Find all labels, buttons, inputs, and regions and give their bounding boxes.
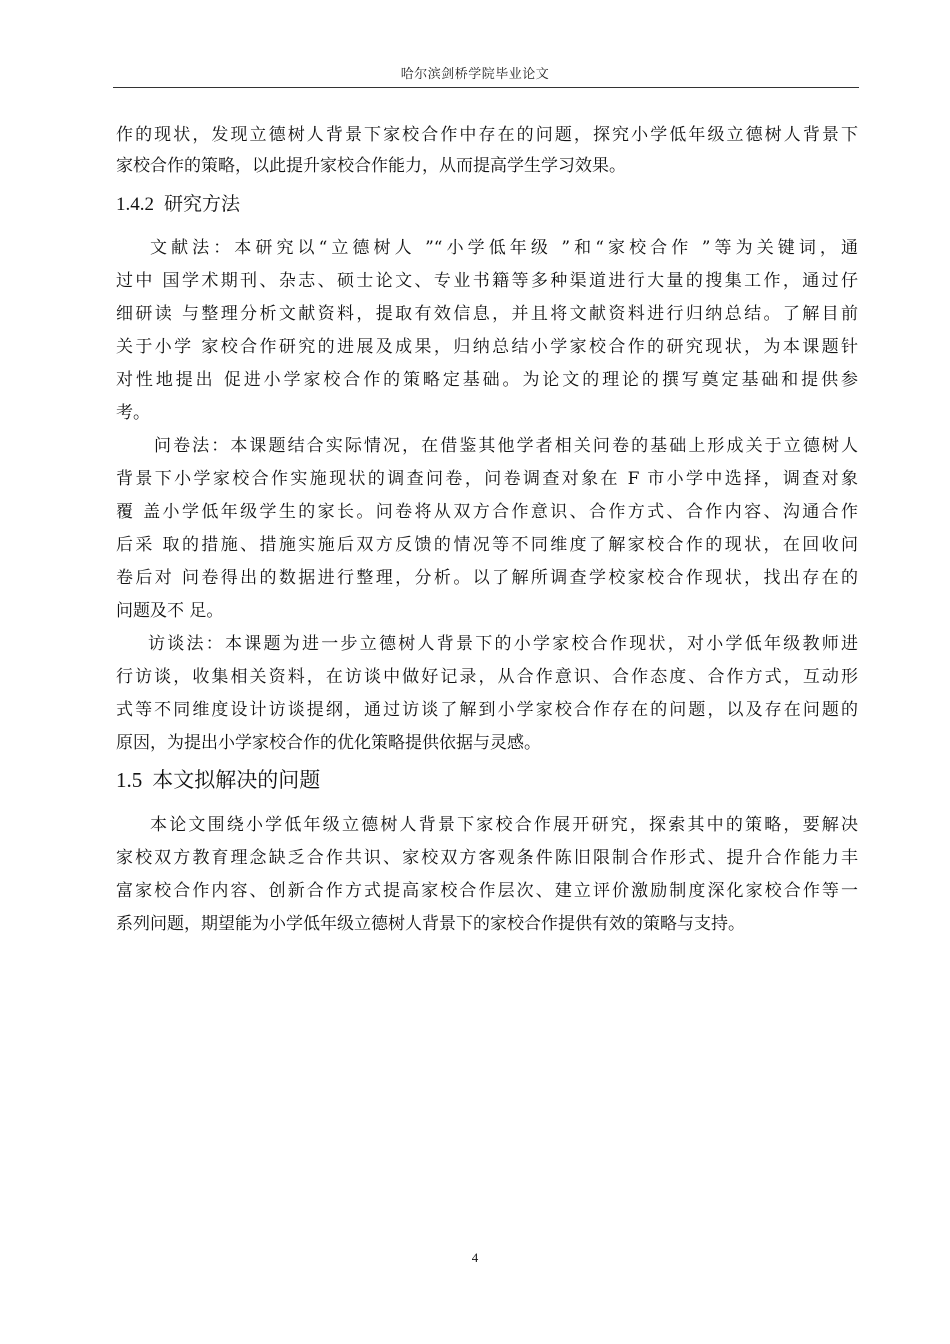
paragraph-line: 富家校合作内容、创新合作方式提高家校合作层次、建立评价激励制度深化家校合作等一 (116, 881, 858, 901)
paragraph-line: 关于小学 家校合作研究的进展及成果，归纳总结小学家校合作的研究现状，为本课题针 (116, 337, 858, 357)
paragraph-line: 后采 取的措施、措施实施后双方反馈的情况等不同维度了解家校合作的现状，在回收问 (116, 535, 858, 555)
paragraph-line: 本论文围绕小学低年级立德树人背景下家校合作展开研究，探索其中的策略，要解决 (150, 815, 858, 835)
paragraph-line: 问卷法：本课题结合实际情况，在借鉴其他学者相关问卷的基础上形成关于立德树人 (154, 436, 858, 456)
intro-line: 家校合作的策略，以此提升家校合作能力，从而提高学生学习效果。 (116, 156, 626, 176)
paragraph-line: 家校双方教育理念缺乏合作共识、家校双方客观条件陈旧限制合作形式、提升合作能力丰 (116, 848, 858, 868)
paragraph-line: 访谈法：本课题为进一步立德树人背景下的小学家校合作现状，对小学低年级教师进 (148, 634, 858, 654)
paragraph-line: 考。 (116, 403, 150, 423)
paragraph-line: 文献法：本研究以“立德树人 ”“小学低年级 ”和“家校合作 ”等为关键词，通 (150, 238, 858, 258)
intro-line: 作的现状，发现立德树人背景下家校合作中存在的问题，探究小学低年级立德树人背景下 (116, 125, 858, 145)
paragraph-line: 对性地提出 促进小学家校合作的策略定基础。为论文的理论的撰写奠定基础和提供参 (116, 370, 858, 390)
page-number: 4 (471, 1250, 479, 1265)
paragraph-line: 背景下小学家校合作实施现状的调查问卷，问卷调查对象在 F 市小学中选择，调查对象 (116, 469, 858, 489)
section-title: 研究方法 (164, 193, 241, 215)
paragraph-line: 卷后对 问卷得出的数据进行整理，分析。以了解所调查学校家校合作现状，找出存在的 (116, 568, 858, 588)
paragraph-line: 行访谈，收集相关资料，在访谈中做好记录，从合作意识、合作态度、合作方式，互动形 (116, 667, 858, 687)
paragraph-line: 覆 盖小学低年级学生的家长。问卷将从双方合作意识、合作方式、合作内容、沟通合作 (116, 502, 858, 522)
running-header: 哈尔滨剑桥学院毕业论文 (400, 67, 550, 82)
section-title: 本文拟解决的问题 (152, 768, 321, 792)
section-number: 1.5 (116, 768, 143, 792)
header-divider (113, 87, 859, 88)
paragraph-line: 过中 国学术期刊、杂志、硕士论文、专业书籍等多种渠道进行大量的搜集工作，通过仔 (116, 271, 858, 291)
section-heading-1-4-2 (116, 191, 240, 218)
paragraph-line: 式等不同维度设计访谈提纲，通过访谈了解到小学家校合作存在的问题，以及存在问题的 (116, 700, 858, 720)
section-heading-1-5 (116, 766, 320, 794)
paragraph-line: 细研读 与整理分析文献资料，提取有效信息，并且将文献资料进行归纳总结。了解目前 (116, 304, 858, 324)
paragraph-line: 问题及不 足。 (116, 601, 224, 621)
paragraph-line: 系列问题，期望能为小学低年级立德树人背景下的家校合作提供有效的策略与支持。 (116, 914, 745, 934)
paragraph-line: 原因，为提出小学家校合作的优化策略提供依据与灵感。 (116, 733, 541, 753)
section-number: 1.4.2 (116, 194, 154, 215)
